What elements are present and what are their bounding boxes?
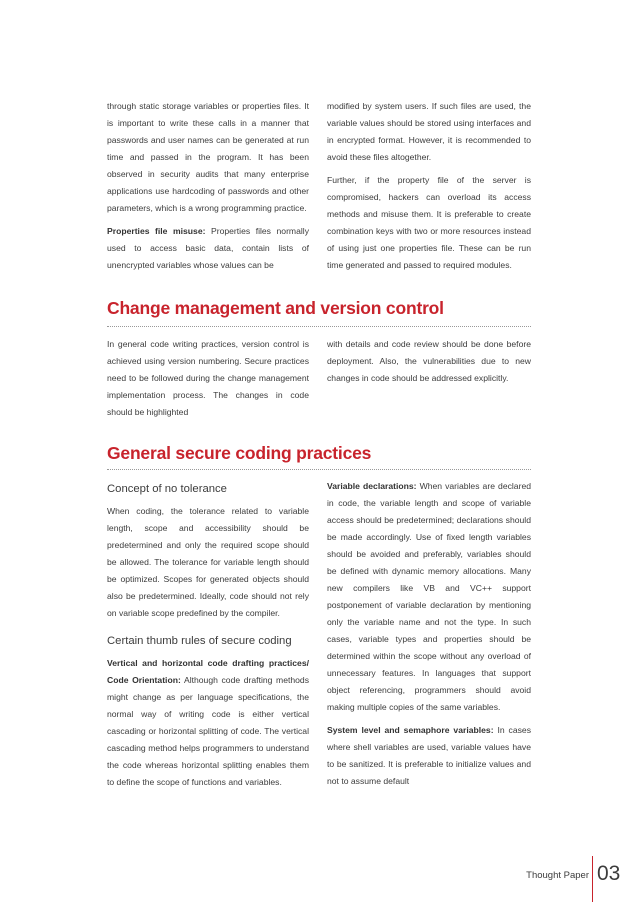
section-title-general-secure-coding: General secure coding practices bbox=[107, 443, 372, 463]
paragraph-text: When variables are declared in code, the variable length and scope of variable access should be predetermined; declarations should be made accordingly. Use of fixed length variables should be avoided and preferably, variables should be defined with dynamic memory allocations. Many new compilers like VB and VC++ support postponement of variable declaration by mentioning only the variable name and not the type. In such cases, variable types and properties should be determined within the scope without any overload of unnecessary features. In languages that support object referencing, programmers should avoid making multiple copies of the same variables. bbox=[327, 481, 532, 712]
paragraph-lead: Vertical and horizontal code drafting practices/ Code Orientation: bbox=[107, 658, 309, 685]
change-left-column bbox=[107, 336, 309, 421]
paragraph bbox=[327, 478, 531, 716]
paragraph bbox=[327, 722, 531, 790]
paragraph-lead: System level and semaphore variables: bbox=[327, 725, 494, 735]
top-right-column bbox=[327, 98, 531, 274]
paragraph-text: Although code drafting methods might change as per language specifications, the normal way of writing code is either vertical cascading or horizontal splitting of code. The vertical cascading method helps programmers to understand the code whereas horizontal splitting enables them to define the scope of functions and variables. bbox=[107, 675, 309, 787]
section-divider bbox=[107, 326, 531, 327]
paragraph-text: Properties files normally used to access basic data, contain lists of unencrypted variables whose values can be bbox=[107, 226, 309, 270]
footer-label: Thought Paper bbox=[526, 870, 589, 881]
paragraph-lead: Properties file misuse: bbox=[107, 226, 206, 236]
footer-separator bbox=[592, 856, 593, 902]
page-number: 03 bbox=[597, 862, 621, 885]
paragraph bbox=[107, 223, 309, 274]
paragraph: In general code writing practices, version control is achieved using version numbering. Secure practices need to be followed during the change management implementation process. The changes in code should be highlighted bbox=[107, 339, 309, 417]
paragraph: When coding, the tolerance related to variable length, scope and accessibility should be predetermined and only the required scope should be allowed. The tolerance for variable length should be optimized. Scopes for generated objects should also be predetermined. Ideally, code should not rely on variable scope predefined by the compiler. bbox=[107, 506, 309, 618]
change-right-column bbox=[327, 336, 531, 387]
paragraph bbox=[107, 655, 309, 791]
general-left-column bbox=[107, 478, 309, 791]
paragraph: Further, if the property file of the server is compromised, hackers can overload its access methods and misuse them. It is preferable to create combination keys with two or more resources instead of using just one properties file. These can be run time generated and passed to required modules. bbox=[327, 175, 531, 270]
paragraph: through static storage variables or properties files. It is important to write these calls in a manner that passwords and user names can be generated at run time and passed in the program. It has been observed in security audits that many enterprise applications use hardcoding of passwords and other parameters, which is a wrong programming practice. bbox=[107, 101, 309, 213]
section-divider bbox=[107, 469, 531, 470]
paragraph: with details and code review should be done before deployment. Also, the vulnerabilities due to new changes in code should be addressed explicitly. bbox=[327, 339, 531, 383]
section-title-change-management: Change management and version control bbox=[107, 298, 444, 318]
subheading-no-tolerance: Concept of no tolerance bbox=[107, 483, 227, 495]
general-right-column bbox=[327, 478, 531, 790]
top-left-column bbox=[107, 98, 309, 274]
paragraph-lead: Variable declarations: bbox=[327, 481, 417, 491]
paragraph: modified by system users. If such files are used, the variable values should be stored using interfaces and in encrypted format. However, it is recommended to avoid these files altogether. bbox=[327, 101, 531, 162]
paragraph-text: In cases where shell variables are used, variable values have to be sanitized. It is preferable to initialize values and not to assume default bbox=[327, 725, 531, 786]
subheading-thumb-rules: Certain thumb rules of secure coding bbox=[107, 635, 292, 647]
